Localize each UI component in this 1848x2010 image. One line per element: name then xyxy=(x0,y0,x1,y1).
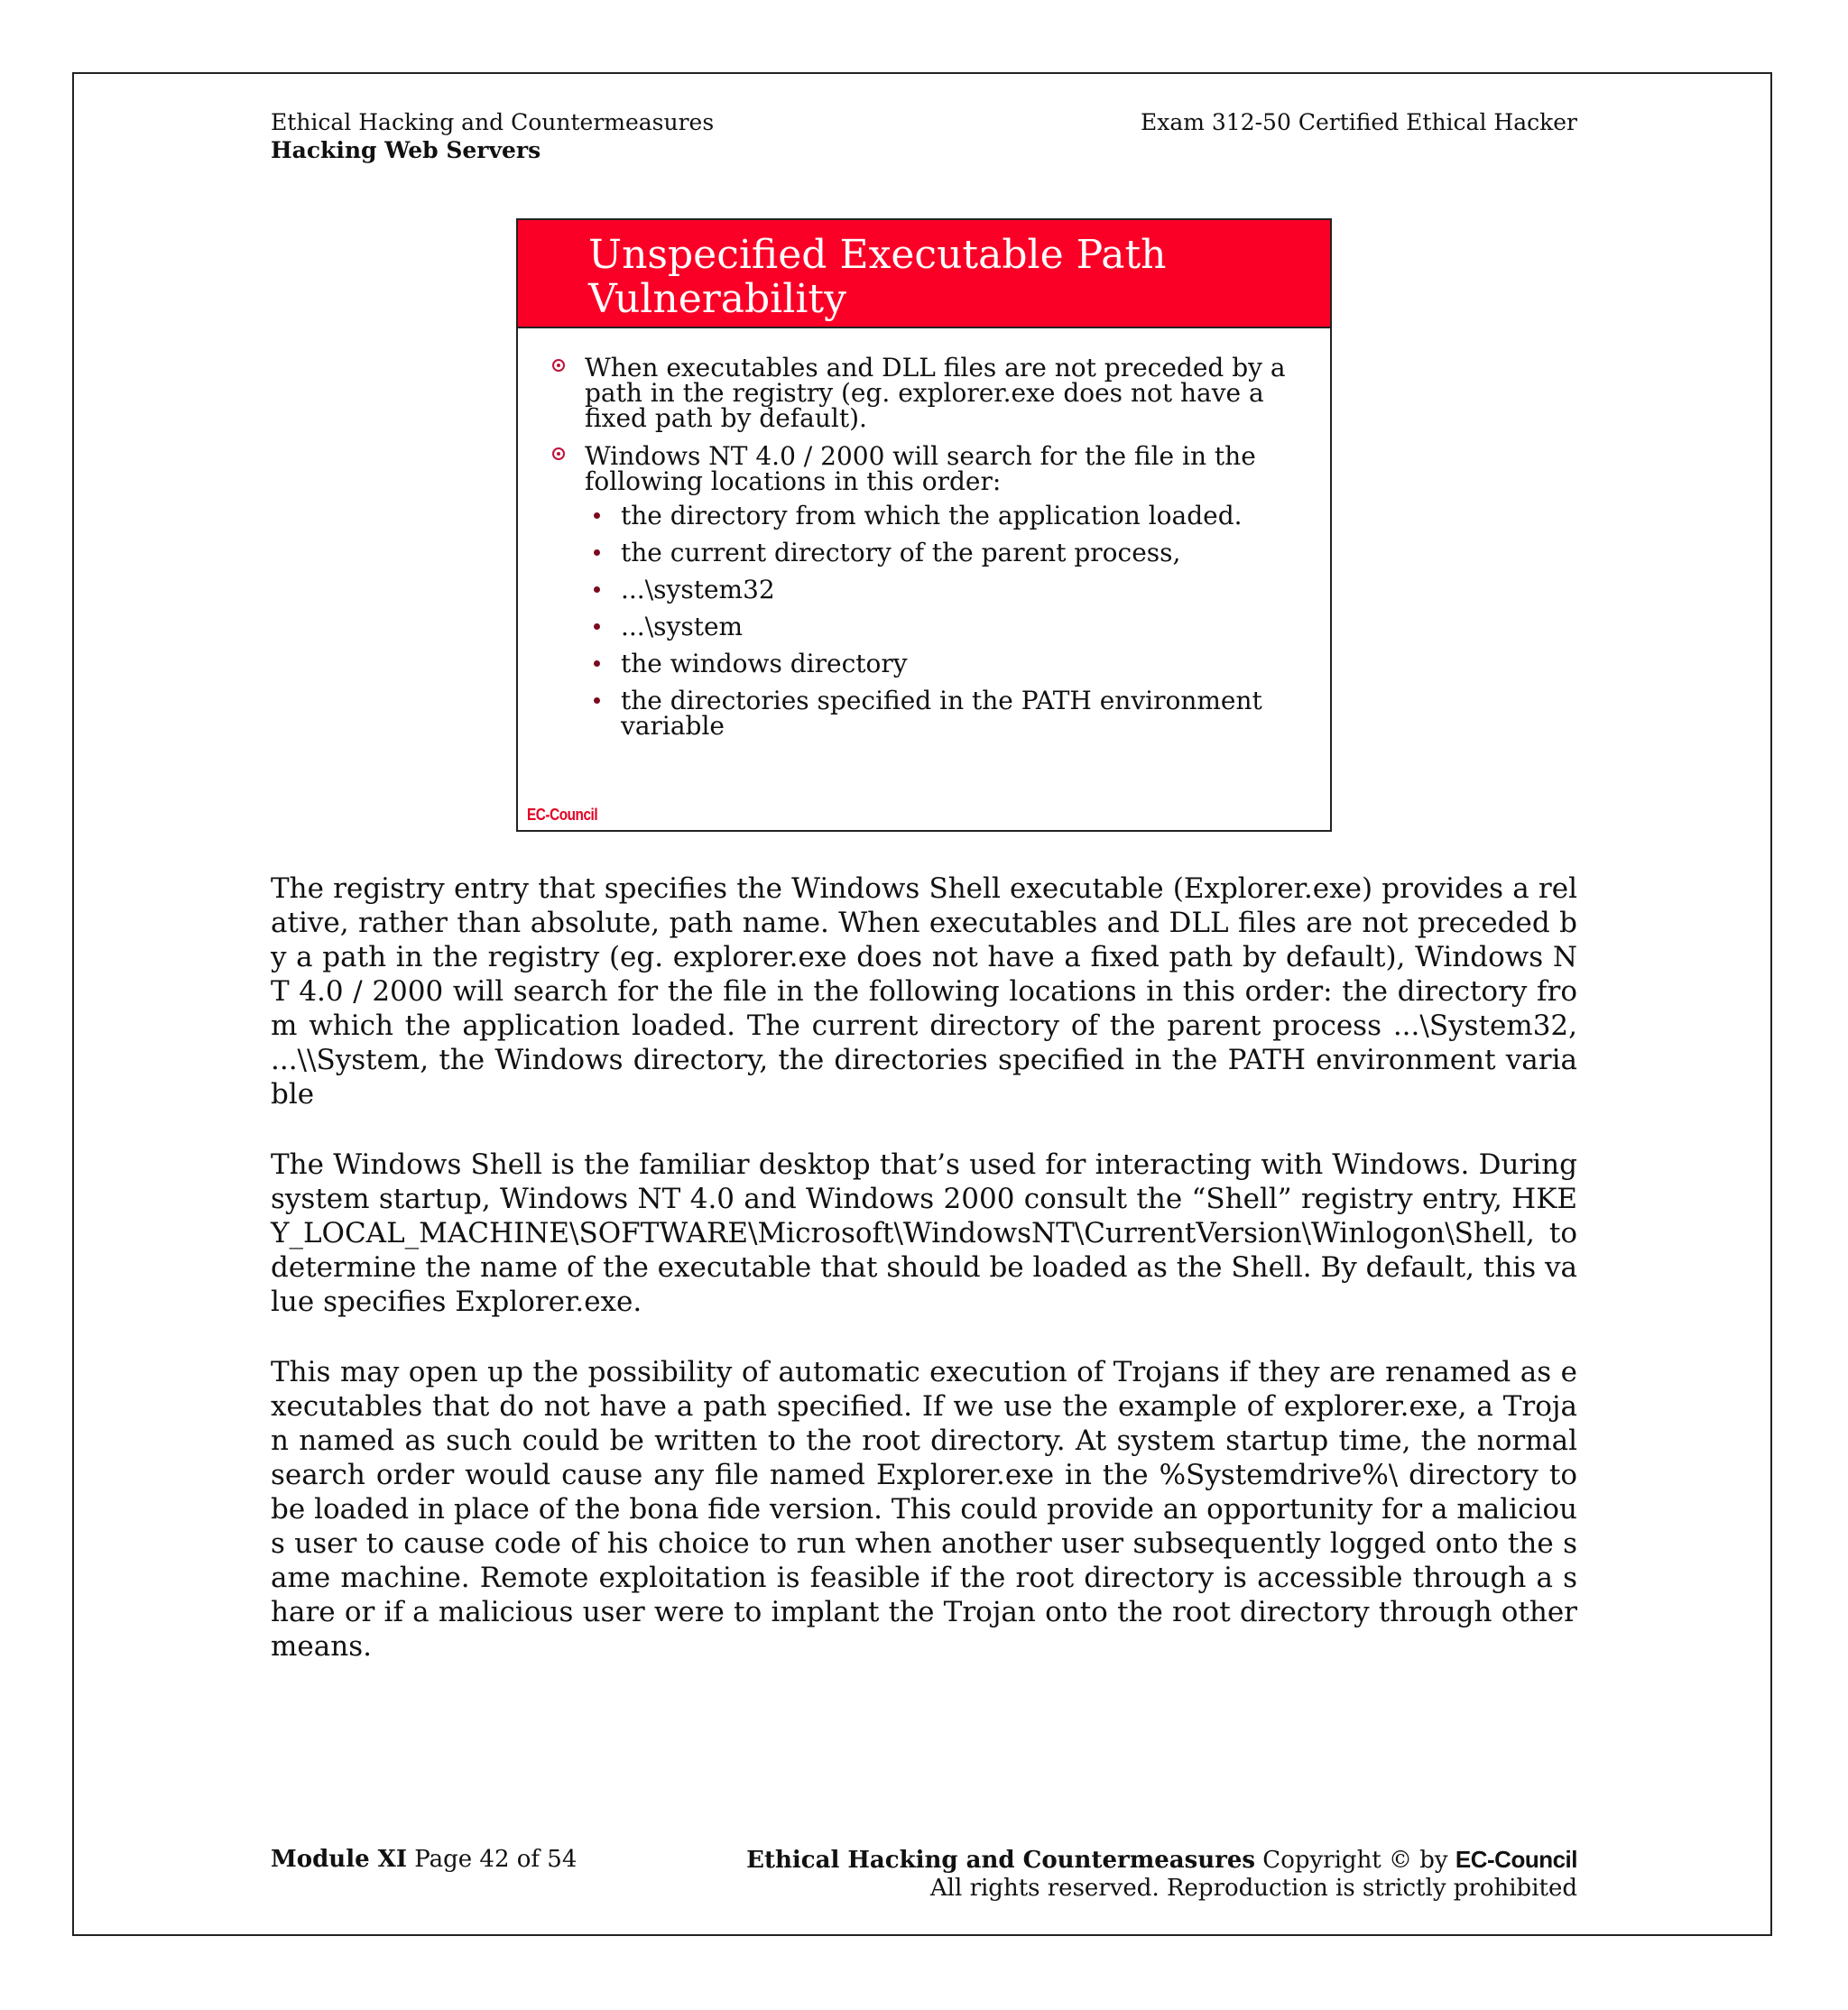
slide-bullet-text: Windows NT 4.0 / 2000 will search for the file in the following locations in this order: xyxy=(585,441,1256,496)
slide-sub-bullet-text: ...\system32 xyxy=(621,575,775,604)
paragraph: The Windows Shell is the familiar desktop that’s used for interacting with Windows. During system startup, Windows NT 4.0 and Windows 2000 consult the “Shell” registry entry, HKEY_LOCAL_MACHINE\SOFTWARE\Microsoft\WindowsNT\CurrentVersion\Winlogon\Shell, to determine the name of the executable that should be loaded as the Shell. By default, this value specifies Explorer.exe. xyxy=(271,1148,1577,1318)
page-info: Page 42 of 54 xyxy=(414,1846,578,1873)
slide-sub-bullet-text: the directories specified in the PATH environment variable xyxy=(621,686,1262,741)
slide-bullet xyxy=(550,441,1290,496)
copyright-line xyxy=(746,1846,1577,1875)
footer-brand: EC-Council xyxy=(1455,1846,1577,1873)
slide-title-bar xyxy=(518,220,1330,328)
module-label: Module XI xyxy=(271,1846,408,1873)
body-text xyxy=(271,871,1577,1700)
slide-sub-bullet-text: ...\system xyxy=(621,612,744,641)
running-header-left xyxy=(271,108,714,164)
dot-bullet-icon xyxy=(594,697,600,704)
exam-title: Exam 312-50 Certified Ethical Hacker xyxy=(1140,109,1577,135)
slide-sub-list xyxy=(550,503,1290,739)
slide-sub-bullet xyxy=(550,688,1290,739)
dot-bullet-icon xyxy=(594,512,600,519)
slide-title: Unspecified Executable Path Vulnerability xyxy=(588,232,1167,322)
slide-sub-bullet-text: the current directory of the parent process, xyxy=(621,538,1181,567)
copyright-text: Copyright © by xyxy=(1262,1847,1448,1874)
running-header-right xyxy=(1141,108,1577,136)
slide-sub-bullet-text: the windows directory xyxy=(621,649,908,678)
slide-sub-bullet xyxy=(550,503,1290,529)
slide-body xyxy=(550,355,1290,751)
circle-bullet-icon xyxy=(552,359,565,372)
dot-bullet-icon xyxy=(594,623,600,630)
module-title: Hacking Web Servers xyxy=(271,137,541,163)
slide-bullet-text: When executables and DLL files are not preceded by a path in the registry (eg. explorer.exe does not have a fixed path by default). xyxy=(585,353,1286,433)
slide-figure xyxy=(516,218,1332,832)
dot-bullet-icon xyxy=(594,549,600,556)
slide-sub-bullet xyxy=(550,577,1290,603)
footer-left xyxy=(271,1846,577,1874)
slide-sub-bullet xyxy=(550,614,1290,640)
dot-bullet-icon xyxy=(594,660,600,667)
slide-sub-bullet xyxy=(550,651,1290,677)
circle-bullet-icon xyxy=(552,447,565,460)
slide-sub-bullet xyxy=(550,540,1290,566)
slide-sub-bullet-text: the directory from which the application loaded. xyxy=(621,501,1243,530)
course-title: Ethical Hacking and Countermeasures xyxy=(271,109,715,135)
dot-bullet-icon xyxy=(594,586,600,593)
footer-course-title: Ethical Hacking and Countermeasures xyxy=(746,1847,1256,1874)
rights-text: All rights reserved. Reproduction is strictly prohibited xyxy=(929,1875,1577,1902)
paragraph: This may open up the possibility of automatic execution of Trojans if they are renamed as executables that do not have a path specified. If we use the example of explorer.exe, a Trojan named as such could be written to the root directory. At system startup time, the normal search order would cause any file named Explorer.exe in the %Systemdrive%\ directory to be loaded in place of the bona fide version. This could provide an opportunity for a malicious user to cause code of his choice to run when another user subsequently logged onto the same machine. Remote exploitation is feasible if the root directory is accessible through a share or if a malicious user were to implant the Trojan onto the root directory through other means. xyxy=(271,1356,1577,1663)
slide-bullet xyxy=(550,355,1290,431)
footer-right xyxy=(746,1846,1577,1903)
paragraph: The registry entry that specifies the Windows Shell executable (Explorer.exe) provides a relative, rather than absolute, path name. When executables and DLL files are not preceded by a path in the registry (eg. explorer.exe does not have a fixed path by default), Windows NT 4.0 / 2000 will search for the file in the following locations in this order: the directory from which the application loaded. The current directory of the parent process ...\System32, ...\\System, the Windows directory, the directories specified in the PATH environment variable xyxy=(271,872,1577,1111)
ec-council-logo: EC-Council xyxy=(527,806,598,824)
